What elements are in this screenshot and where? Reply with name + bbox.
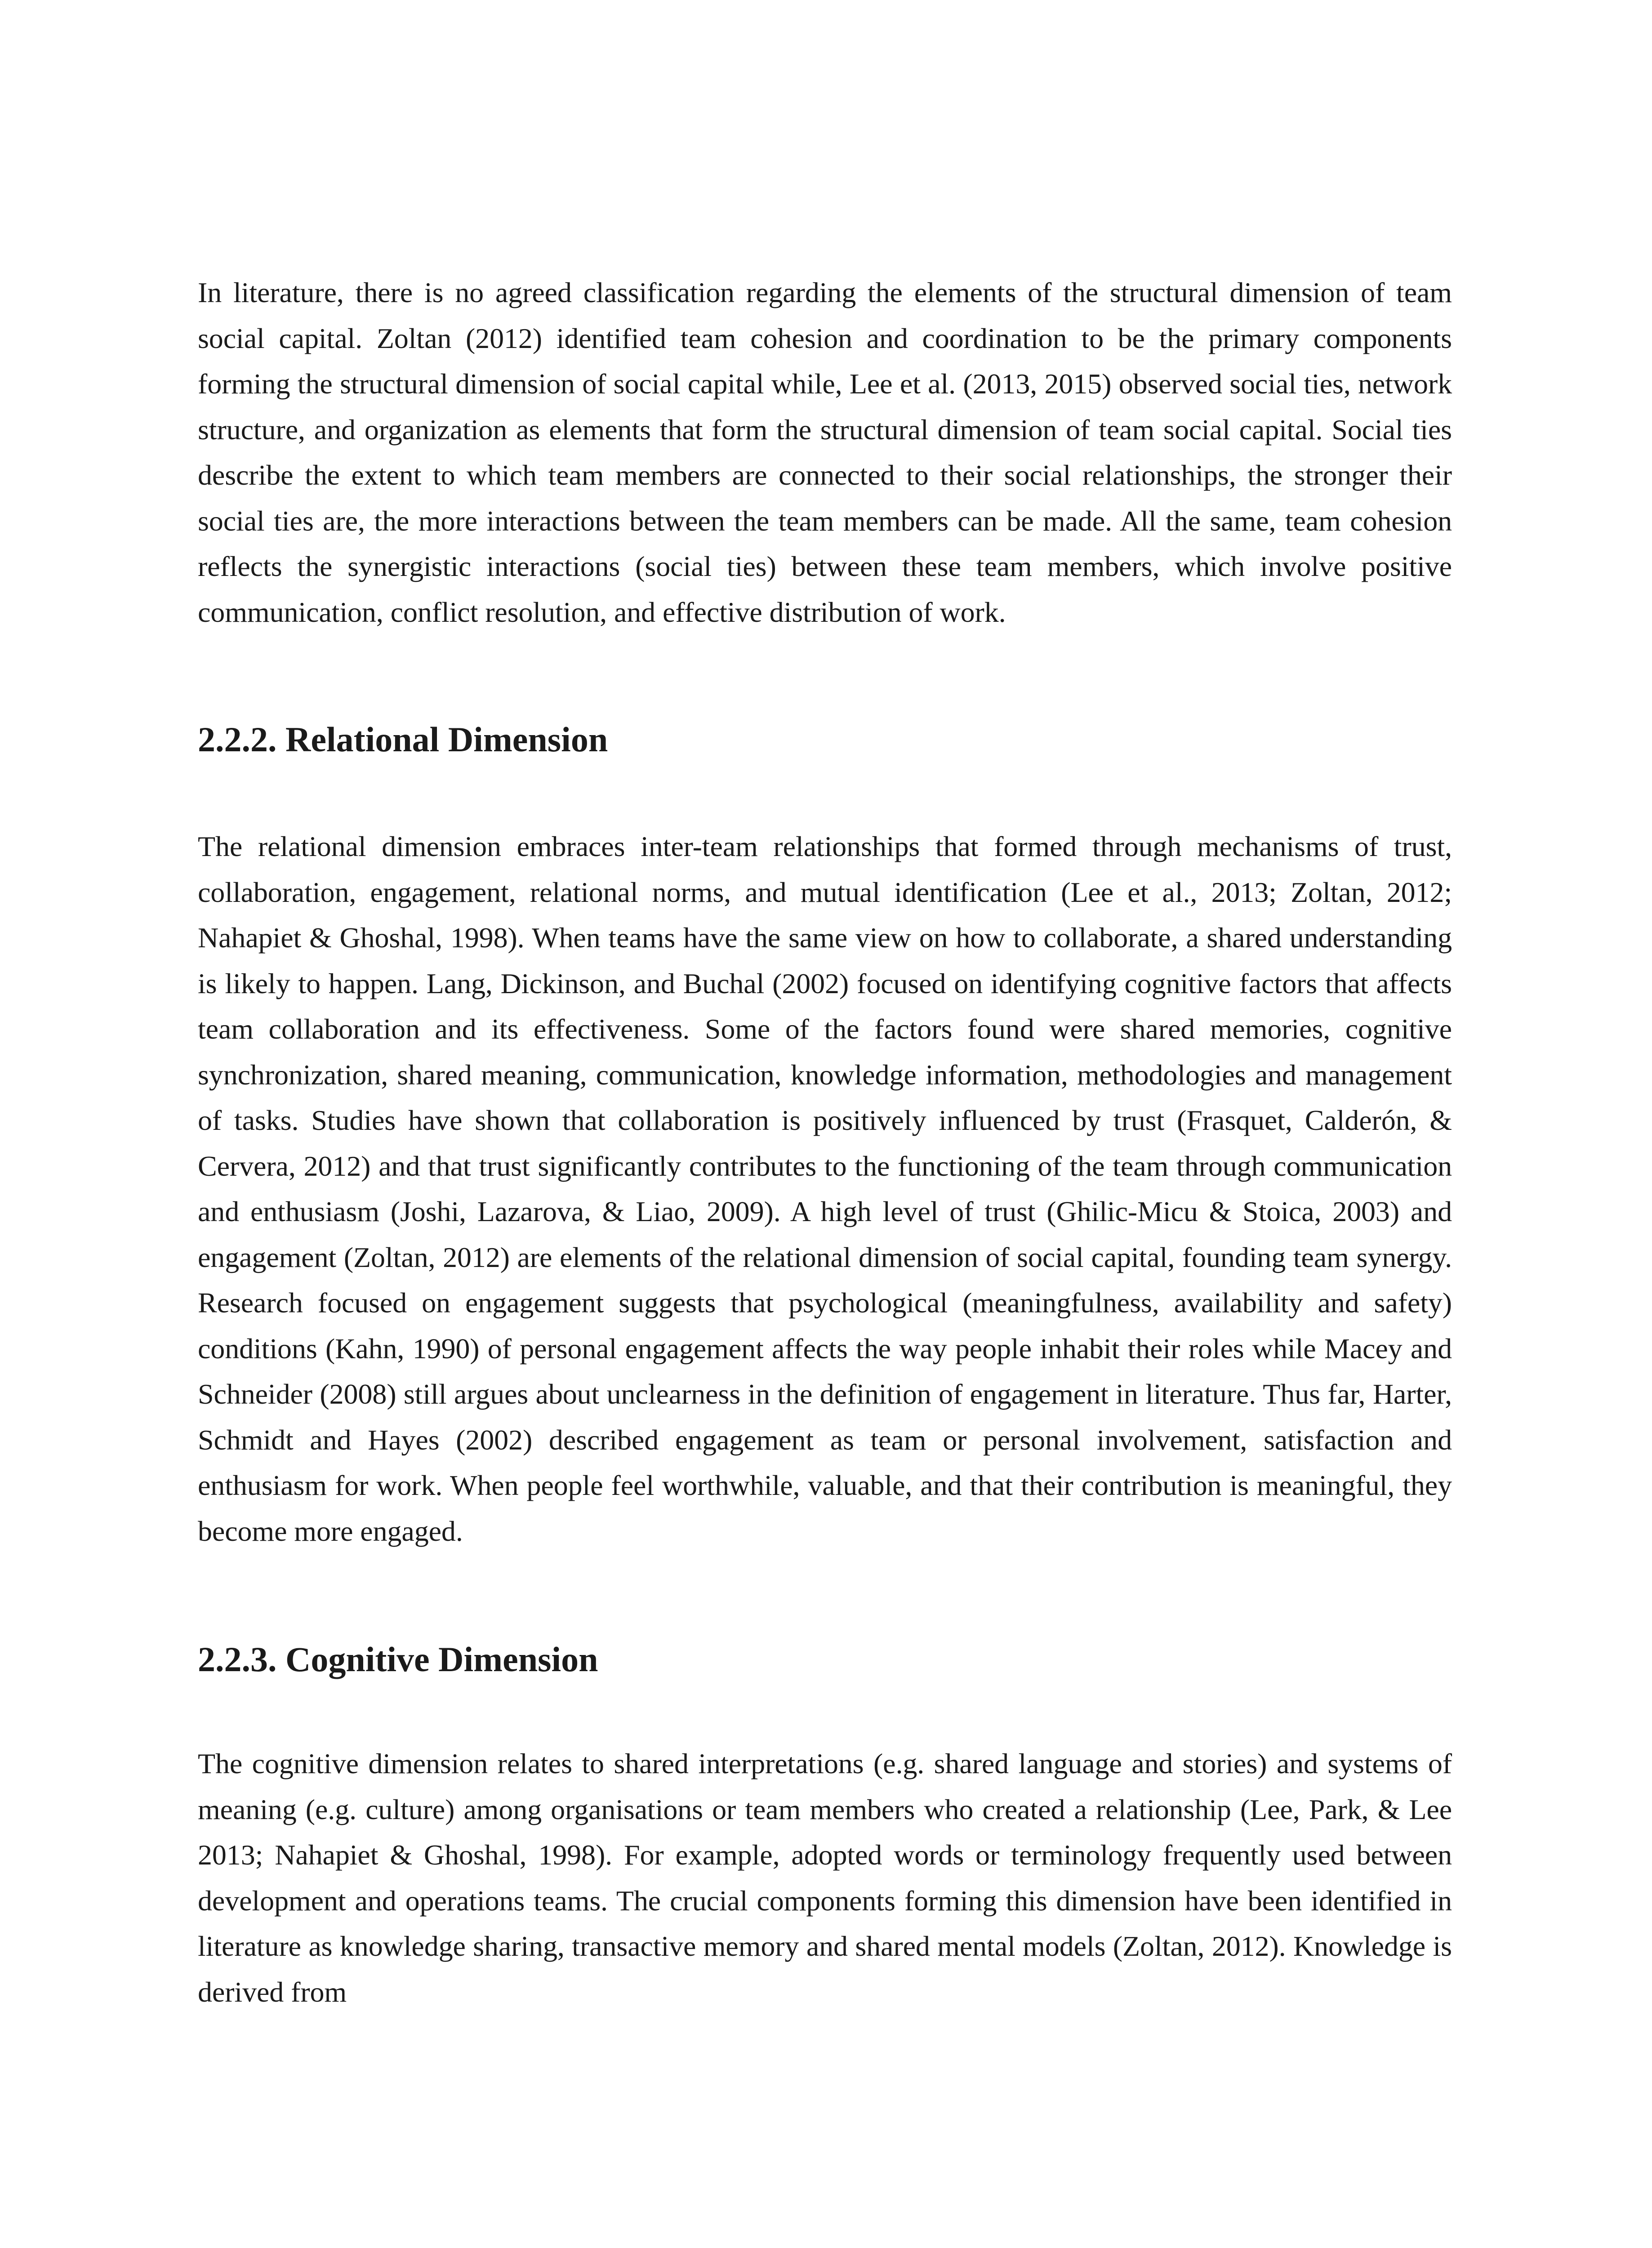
structural-dimension-paragraph: In literature, there is no agreed classification regarding the elements of the structural dimension of team social capital. Zoltan (2012) identified team cohesion and coordination to be the primary components forming the structural dimension of social capital while, Lee et al. (2013, 2015) observed social ties, network structure, and organization as elements that form the structural dimension of team social capital. Social ties describe the extent to which team members are connected to their social relationships, the stronger their social ties are, the more interactions between the team members can be made. All the same, team cohesion reflects the synergistic interactions (social ties) between these team members, which involve positive communication, conflict resolution, and effective distribution of work. — [198, 277, 1452, 628]
cognitive-dimension-heading: 2.2.3. Cognitive Dimension — [198, 1640, 598, 1679]
relational-dimension-paragraph: The relational dimension embraces inter-team relationships that formed through mechanisms of trust, collaboration, engagement, relational norms, and mutual identification (Lee et al., 2013; Zoltan, 2012; Nahapiet & Ghoshal, 1998). When teams have the same view on how to collaborate, a shared understanding is likely to happen. Lang, Dickinson, and Buchal (2002) focused on identifying cognitive factors that affects team collaboration and its effectiveness. Some of the factors found were shared memories, cognitive synchronization, shared meaning, communication, knowledge information, methodologies and management of tasks. Studies have shown that collaboration is positively influenced by trust (Frasquet, Calderón, & Cervera, 2012) and that trust significantly contributes to the functioning of the team through communication and enthusiasm (Joshi, Lazarova, & Liao, 2009). A high level of trust (Ghilic-Micu & Stoica, 2003) and engagement (Zoltan, 2012) are elements of the relational dimension of social capital, founding team synergy. Research focused on engagement suggests that psychological (meaningfulness, availability and safety) conditions (Kahn, 1990) of personal engagement affects the way people inhabit their roles while Macey and Schneider (2008) still argues about unclearness in the definition of engagement in literature. Thus far, Harter, Schmidt and Hayes (2002) described engagement as team or personal involvement, satisfaction and enthusiasm for work. When people feel worthwhile, valuable, and that their contribution is meaningful, they become more engaged. — [198, 830, 1452, 1547]
relational-dimension-heading: 2.2.2. Relational Dimension — [198, 720, 608, 759]
page-content — [198, 270, 1452, 2015]
cognitive-dimension-paragraph: The cognitive dimension relates to shared interpretations (e.g. shared language and stories) and systems of meaning (e.g. culture) among organisations or team members who created a relationship (Lee, Park, & Lee 2013; Nahapiet & Ghoshal, 1998). For example, adopted words or terminology frequently used between development and operations teams. The crucial components forming this dimension have been identified in literature as knowledge sharing, transactive memory and shared mental models (Zoltan, 2012). Knowledge is derived from — [198, 1748, 1452, 2008]
